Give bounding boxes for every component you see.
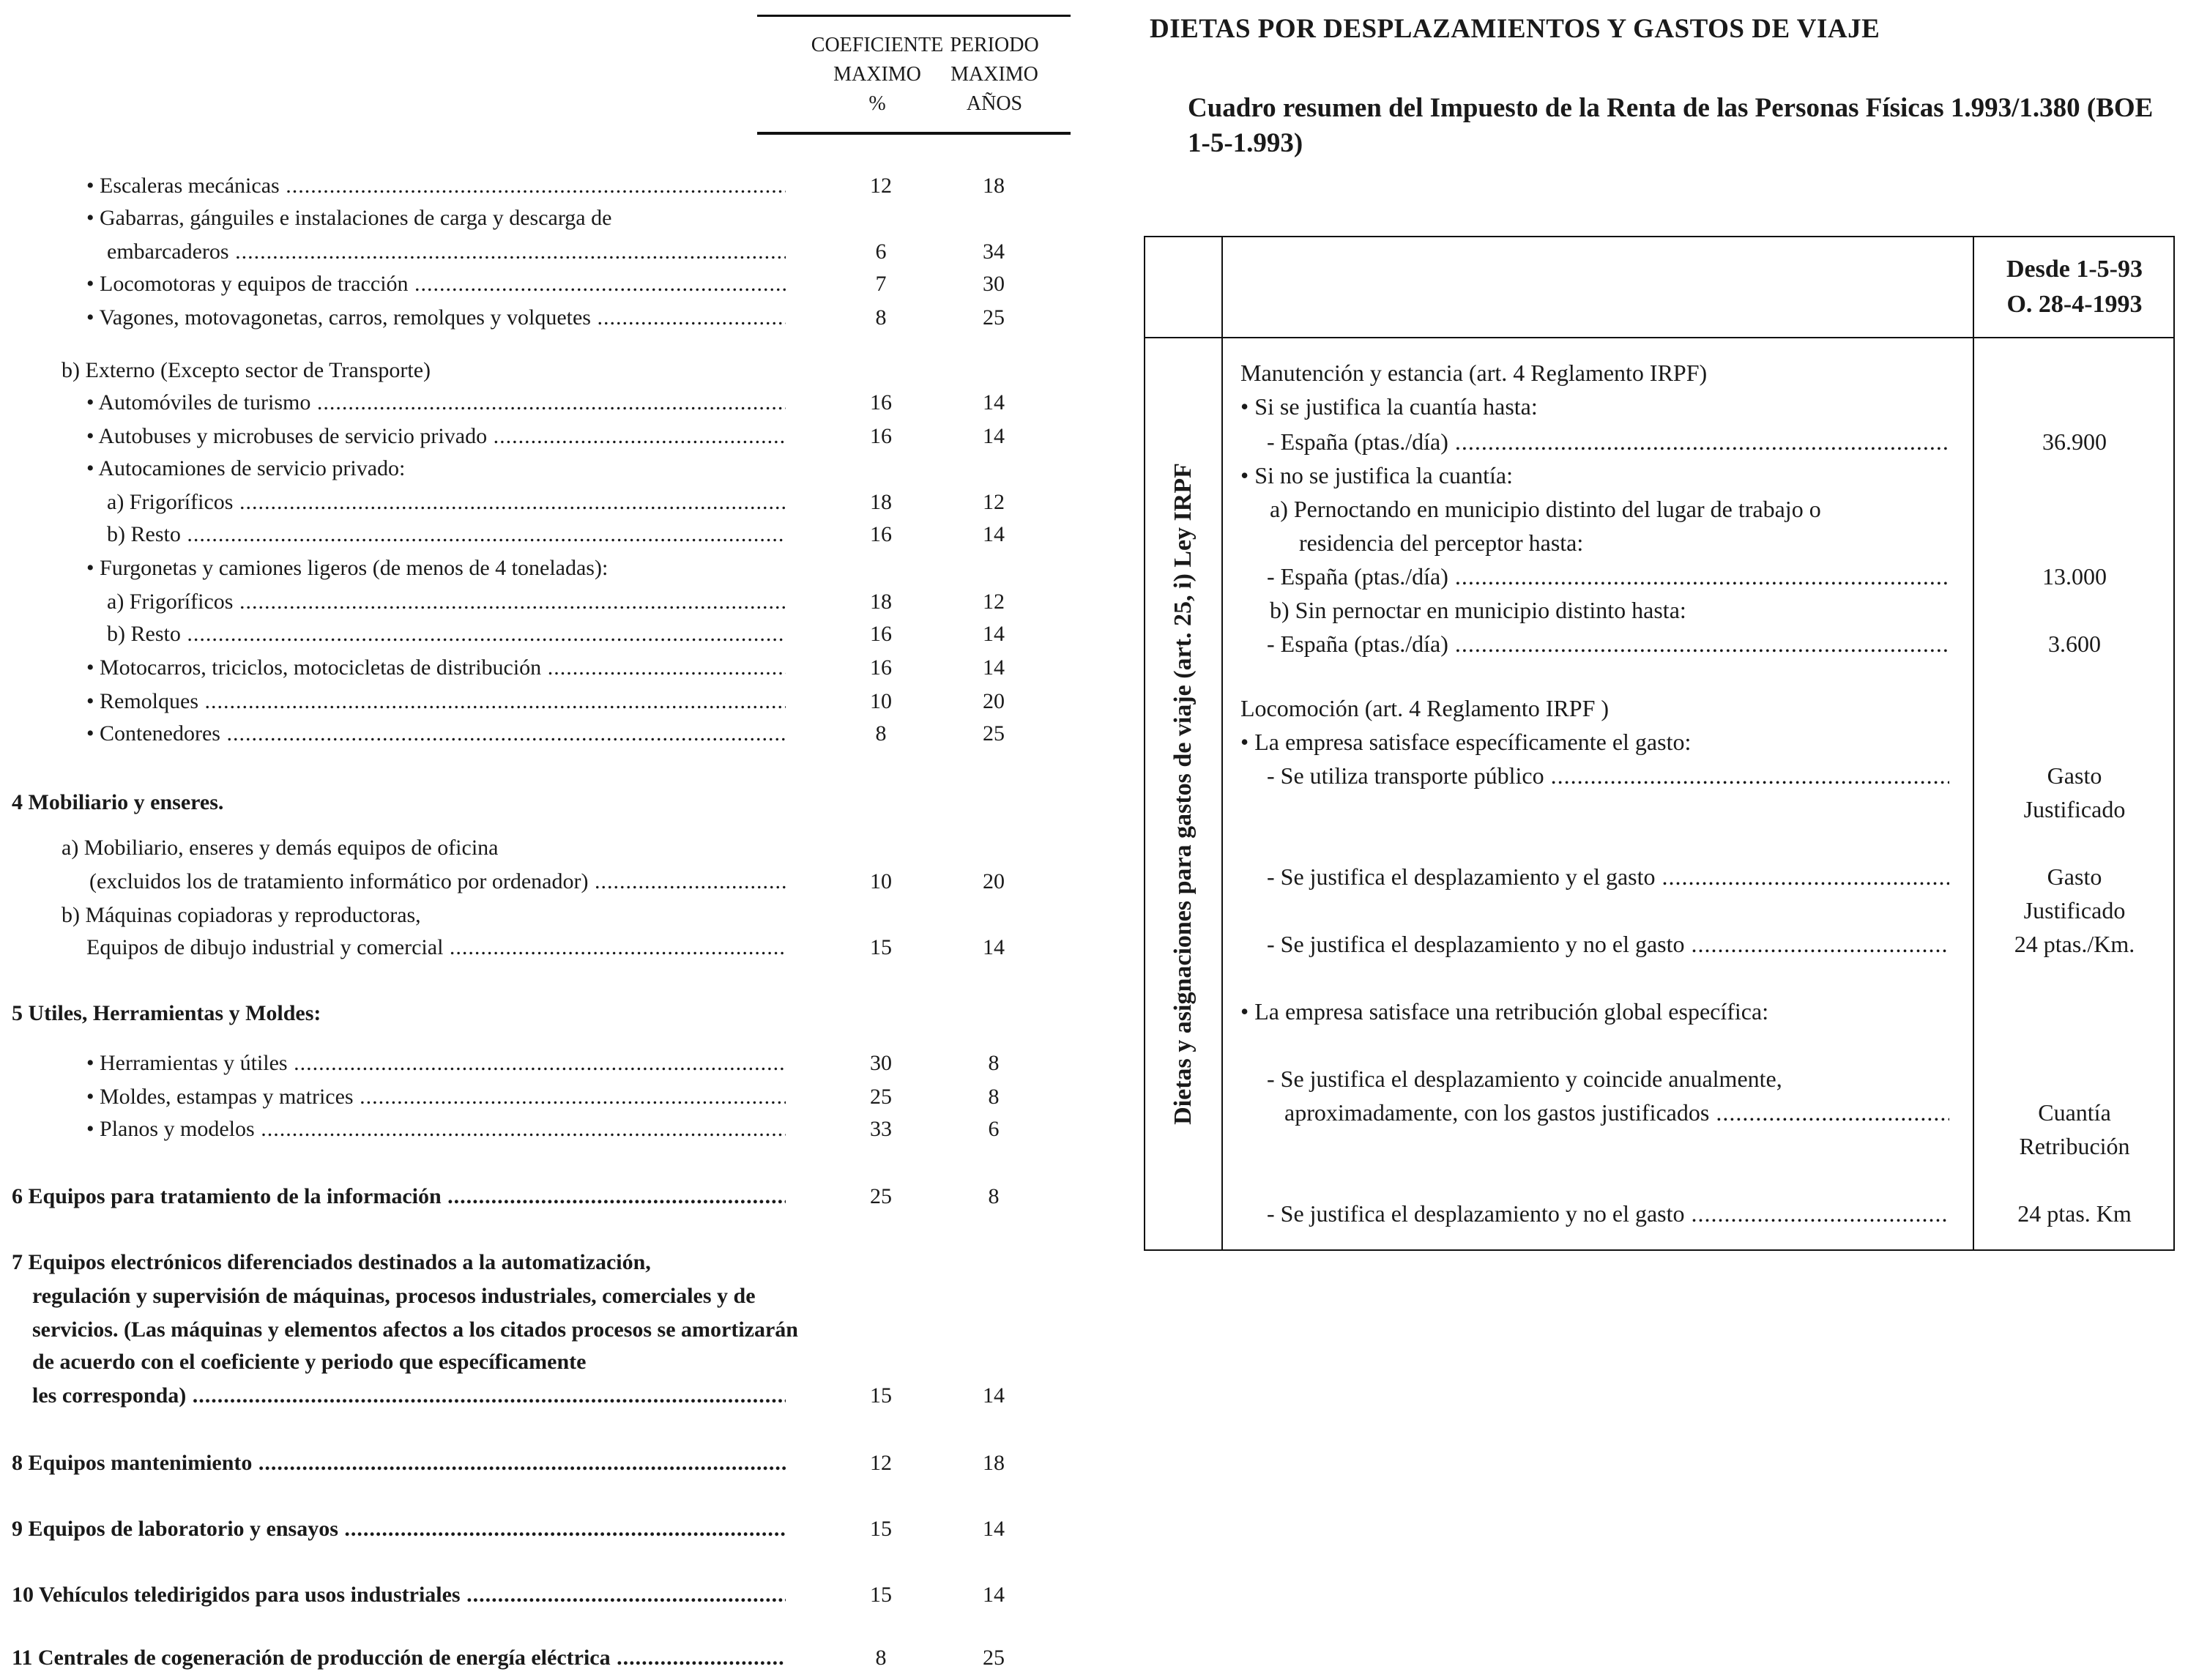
row-value: Justificado [2023,796,2126,822]
period-value: 14 [983,1517,1005,1541]
section-heading [0,1181,1084,1213]
coef-value: 25 [870,1184,892,1208]
section-heading [0,1642,1084,1674]
table-row [0,899,1084,932]
row-label: • Autobuses y microbuses de servicio privado ..... [86,420,786,453]
section-heading [0,787,1084,819]
section-heading [0,1380,1084,1412]
table-row [0,486,1084,519]
row-value: 3.600 [2048,631,2101,657]
period-value: 18 [983,1451,1005,1475]
row-label: • Furgonetas y camiones ligeros (de menos de 4 toneladas): [86,556,609,580]
period-value: 25 [983,721,1005,746]
row-label: a) Mobiliario, enseres y demás equipos de oficina [62,836,499,860]
row-label: • Autocamiones de servicio privado: [86,456,406,480]
row-label: • Gabarras, gánguiles e instalaciones de carga y descarga de [86,206,612,230]
periodo-header-line: AÑOS [966,92,1023,115]
table-header [1976,252,2173,322]
row-label: b) Resto ..... [107,519,786,551]
coef-value: 18 [870,590,892,614]
row-label: • Locomotoras y equipos de tracción ..... [86,268,786,300]
period-value: 14 [983,522,1005,546]
row-value: Gasto [2047,762,2102,789]
row-label: b) Externo (Excepto sector de Transporte) [62,358,431,382]
table-row [1240,1096,2175,1129]
period-value: 12 [983,490,1005,514]
row-label: servicios. (Las máquinas y elementos afectos a los citados procesos se amortizarán [32,1317,798,1342]
coef-value: 6 [875,239,887,264]
table-row [0,832,1084,864]
coef-value: 30 [870,1051,892,1075]
row-text: • La empresa satisface específicamente el gasto: [1240,729,1692,755]
row-text: - Se justifica el desplazamiento y coincide anualmente, [1267,1066,1782,1092]
table-row [0,387,1084,419]
coef-value: 15 [870,1517,892,1541]
period-value: 20 [983,869,1005,893]
row-text: a) Pernoctando en municipio distinto del lugar de trabajo o [1270,496,1821,522]
period-value: 14 [983,1383,1005,1408]
section-heading [0,1314,1084,1346]
table-header-line: Desde 1-5-93 [2006,256,2143,283]
periodo-header [921,31,1068,119]
row-label: • Planos y modelos ..... [86,1113,786,1145]
row-text: residencia del perceptor hasta: [1299,529,1584,556]
row-label: 4 Mobiliario y enseres. [12,790,224,814]
period-value: 14 [983,622,1005,646]
table-row [0,932,1084,964]
table-row [1240,995,2175,1028]
table-row [1240,593,2175,627]
coef-value: 15 [870,1583,892,1607]
coef-value: 12 [870,1451,892,1475]
row-value: Gasto [2047,863,2102,890]
table-row [1240,860,2175,893]
table-row [0,685,1084,718]
table-divider [1145,337,2173,338]
row-value: 36.900 [2042,428,2107,455]
row-text: - Se justifica el desplazamiento y no el gasto ..... [1267,927,1949,961]
coef-value: 10 [870,869,892,893]
row-text: aproximadamente, con los gastos justificados ..... [1284,1096,1949,1129]
coef-value: 8 [875,305,887,330]
period-value: 14 [983,655,1005,680]
right-page [1128,0,2188,1680]
table-row [0,519,1084,551]
period-value: 8 [988,1051,1000,1075]
row-label: b) Máquinas copiadoras y reproductoras, [62,903,421,927]
row-label: 6 Equipos para tratamiento de la información ..... [12,1181,786,1213]
table-row [1240,560,2175,593]
table-row [0,718,1084,750]
coef-header-line: COEFICIENTE [811,34,944,56]
periodo-header-line: PERIODO [950,34,1039,56]
section-heading [0,1246,1084,1279]
coef-header-line: MAXIMO [833,63,921,86]
table-row [0,268,1084,300]
period-value: 8 [988,1184,1000,1208]
table-row [0,1047,1084,1079]
row-value: Cuantía [2038,1099,2111,1126]
coef-value: 8 [875,721,887,746]
table-row [0,453,1084,485]
row-value: 24 ptas. Km [2017,1200,2132,1227]
coef-value: 33 [870,1117,892,1141]
row-value: 24 ptas./Km. [2014,931,2135,957]
row-text: b) Sin pernoctar en municipio distinto hasta: [1270,597,1686,623]
period-value: 25 [983,305,1005,330]
row-label: 5 Utiles, Herramientas y Moldes: [12,1001,321,1025]
row-label: les corresponda) ..... [32,1380,786,1412]
row-label: • Moldes, estampas y matrices ..... [86,1081,786,1113]
periodo-header-line: MAXIMO [950,63,1038,86]
period-value: 14 [983,1583,1005,1607]
table-row [0,866,1084,898]
row-text: • Si se justifica la cuantía hasta: [1240,393,1538,420]
row-value: Justificado [2023,897,2126,923]
table-row [1240,927,2175,961]
table-row [0,170,1084,202]
table-row [1240,492,2175,526]
row-label: regulación y supervisión de máquinas, procesos industriales, comerciales y de [32,1284,756,1308]
table-row [1240,1197,2175,1230]
section-heading [0,1346,1084,1378]
row-label: 7 Equipos electrónicos diferenciados destinados a la automatización, [12,1250,651,1274]
coef-value: 16 [870,655,892,680]
table-header-line: O. 28-4-1993 [2006,291,2143,318]
page-subtitle: Cuadro resumen del Impuesto de la Renta de las Personas Físicas 1.993/1.380 (BOE 1-5-1.993) [1188,93,2154,158]
period-value: 14 [983,390,1005,415]
table-row [1240,356,2175,390]
coef-value: 16 [870,424,892,448]
row-text: - España (ptas./día) ..... [1267,627,1949,661]
coef-value: 8 [875,1646,887,1670]
row-text: • La empresa satisface una retribución global específica: [1240,998,1769,1025]
row-label: 10 Vehículos teledirigidos para usos industriales ..... [12,1579,786,1611]
period-value: 14 [983,935,1005,959]
row-label: a) Frigoríficos ..... [107,586,786,618]
row-label: • Escaleras mecánicas ..... [86,170,786,202]
row-label: Equipos de dibujo industrial y comercial ..... [86,932,786,964]
coef-value: 16 [870,390,892,415]
row-label: de acuerdo con el coeficiente y periodo que específicamente [32,1350,587,1374]
row-label: 8 Equipos mantenimiento ..... [12,1447,786,1479]
row-text: - Se justifica el desplazamiento y el gasto ..... [1267,860,1949,893]
row-label: • Contenedores ..... [86,718,786,750]
row-value: 13.000 [2042,563,2107,590]
coef-value: 10 [870,689,892,713]
coef-value: 15 [870,935,892,959]
row-label: embarcaderos ..... [107,236,786,268]
row-label: 9 Equipos de laboratorio y ensayos ..... [12,1513,786,1545]
period-value: 8 [988,1085,1000,1109]
row-text: Locomoción (art. 4 Reglamento IRPF ) [1240,695,1610,721]
period-value: 34 [983,239,1005,264]
coef-value: 15 [870,1383,892,1408]
section-heading [0,1447,1084,1479]
row-text: Manutención y estancia (art. 4 Reglamento IRPF) [1240,360,1708,386]
coef-value: 25 [870,1085,892,1109]
row-label: 11 Centrales de cogeneración de producción de energía eléctrica ..... [12,1642,786,1674]
table-row [0,302,1084,334]
header-bottom-rule [757,132,1071,135]
table-row [1240,759,2175,792]
page-title: DIETAS POR DESPLAZAMIENTOS Y GASTOS DE VIAJE [1150,14,1880,44]
table-row [0,618,1084,650]
period-value: 14 [983,424,1005,448]
period-value: 25 [983,1646,1005,1670]
row-label: a) Frigoríficos ..... [107,486,786,519]
coef-value: 16 [870,622,892,646]
row-label: • Vagones, motovagonetas, carros, remolques y volquetes ..... [86,302,786,334]
table-row [1240,691,2175,725]
row-text: - España (ptas./día) ..... [1267,425,1949,458]
coef-value: 18 [870,490,892,514]
period-value: 6 [988,1117,1000,1141]
table-row [1240,425,2175,458]
row-label: • Remolques ..... [86,685,786,718]
table-row [0,202,1084,234]
table-row [0,236,1084,268]
vertical-label: Dietas y asignaciones para gastos de viaje (art. 25, i) Ley IRPF [1169,463,1197,1125]
section-heading [0,1579,1084,1611]
section-heading [0,997,1084,1030]
row-text: - España (ptas./día) ..... [1267,560,1949,593]
table-row [1240,1062,2175,1096]
table-row [0,1113,1084,1145]
period-value: 20 [983,689,1005,713]
table-row [0,552,1084,584]
row-label: (excluidos los de tratamiento informático por ordenador) ..... [89,866,786,898]
table-row [0,586,1084,618]
row-label: • Motocarros, triciclos, motocicletas de distribución ..... [86,652,786,684]
table-row [1240,893,2175,927]
table-row [0,354,1084,387]
period-value: 18 [983,174,1005,198]
coef-header-line: % [868,92,886,115]
left-page [0,0,1084,1680]
table-row [0,420,1084,453]
header-top-rule [757,15,1071,17]
table-row [1240,725,2175,759]
row-value: Retribución [2019,1133,2130,1159]
row-text: • Si no se justifica la cuantía: [1240,462,1513,488]
period-value: 30 [983,272,1005,296]
table-row [1240,1129,2175,1163]
row-label: • Herramientas y útiles ..... [86,1047,786,1079]
coef-value: 7 [875,272,887,296]
coef-value: 16 [870,522,892,546]
table-row [0,652,1084,684]
row-text: - Se justifica el desplazamiento y no el gasto ..... [1267,1197,1949,1230]
period-value: 12 [983,590,1005,614]
row-text: - Se utiliza transporte público ..... [1267,759,1949,792]
row-label: • Automóviles de turismo ..... [86,387,786,419]
section-heading [0,1280,1084,1312]
table-row [1240,627,2175,661]
section-heading [0,1513,1084,1545]
table-row [1240,792,2175,826]
summary-table [1144,236,2175,1251]
table-divider [1221,237,1223,1251]
table-row [1240,390,2175,423]
coef-value: 12 [870,174,892,198]
table-row [1240,458,2175,492]
table-row [0,1081,1084,1113]
table-row [1240,526,2175,560]
row-label: b) Resto ..... [107,618,786,650]
